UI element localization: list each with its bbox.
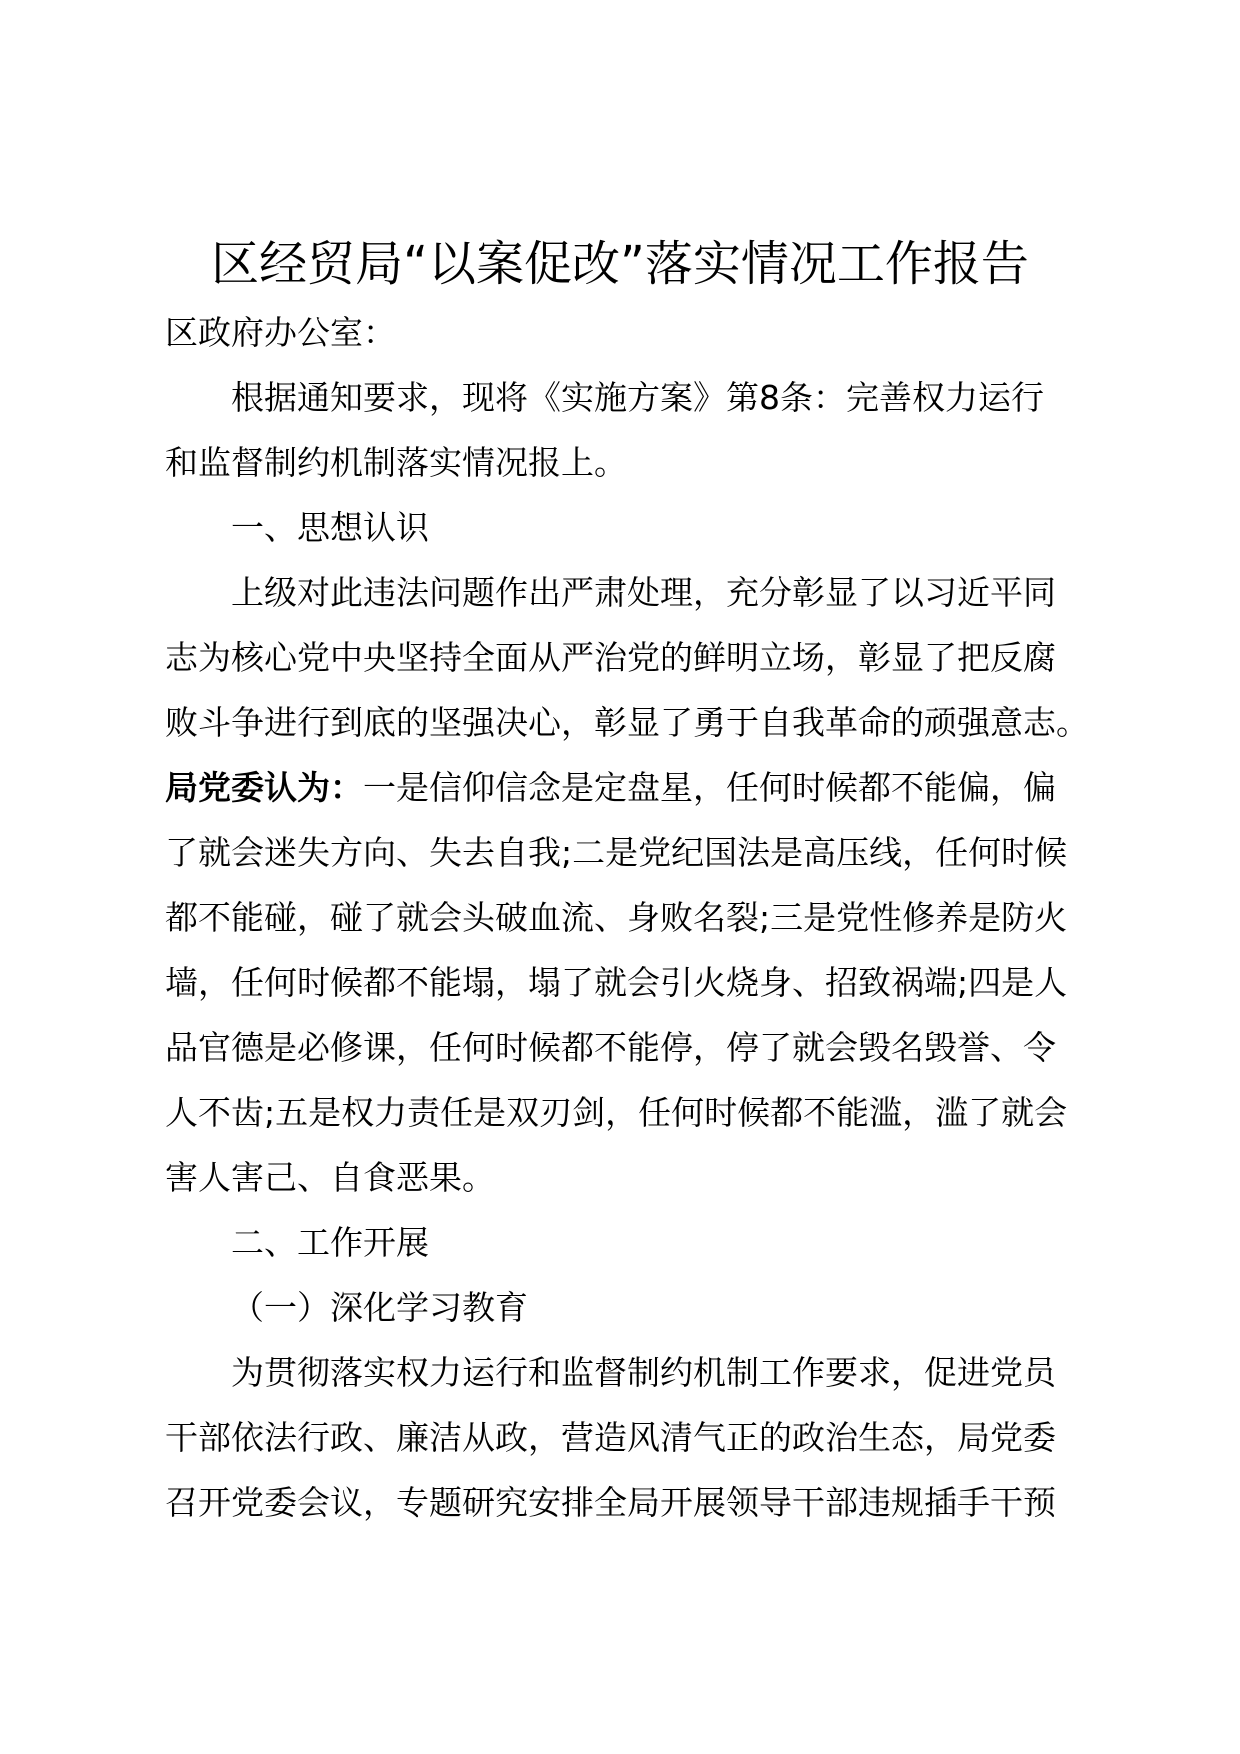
paragraph-line: 志为核心党中央坚持全面从严治党的鲜明立场，彰显了把反腐 — [165, 638, 1056, 677]
paragraph-line: 败斗争进行到底的坚强决心，彰显了勇于自我革命的顽强意志。 — [165, 703, 1089, 742]
paragraph-line — [165, 755, 1085, 820]
addressee: 区政府办公室： — [165, 313, 396, 352]
paragraph-line: 上级对此违法问题作出严肃处理，充分彰显了以习近平同 — [231, 573, 1056, 612]
paragraph-line: 品官德是必修课，任何时候都不能停，停了就会毁名毁誉、令 — [165, 1028, 1056, 1067]
document-body — [165, 300, 1089, 1535]
paragraph-line: 召开党委会议，专题研究安排全局开展领导干部违规插手干预 — [165, 1483, 1056, 1522]
paragraph-line: 害人害己、自食恶果。 — [165, 1158, 495, 1197]
paragraph-line: 都不能碰，碰了就会头破血流、身败名裂;三是党性修养是防火 — [165, 898, 1068, 937]
bold-lead-in: 局党委认为： — [165, 768, 363, 807]
subsection-heading: （一）深化学习教育 — [231, 1288, 528, 1327]
paragraph-line: 人不齿;五是权力责任是双刃剑，任何时候都不能滥，滥了就会 — [165, 1093, 1068, 1132]
paragraph-line: 了就会迷失方向、失去自我;二是党纪国法是高压线，任何时候 — [165, 833, 1068, 872]
paragraph-line: 干部依法行政、廉洁从政，营造风清气正的政治生态，局党委 — [165, 1418, 1056, 1457]
paragraph-line: 墙，任何时候都不能塌，塌了就会引火烧身、招致祸端;四是人 — [165, 963, 1068, 1002]
section-heading: 二、工作开展 — [231, 1223, 429, 1262]
paragraph-line: 根据通知要求，现将《实施方案》第8条：完善权力运行 — [231, 378, 1044, 417]
paragraph-line-text: 一是信仰信念是定盘星，任何时候都不能偏，偏 — [363, 768, 1056, 807]
document-title: 区经贸局“以案促改”落实情况工作报告 — [211, 236, 1029, 292]
section-heading: 一、思想认识 — [231, 508, 429, 547]
paragraph-line: 和监督制约机制落实情况报上。 — [165, 443, 627, 482]
paragraph-line: 为贯彻落实权力运行和监督制约机制工作要求，促进党员 — [231, 1353, 1056, 1392]
